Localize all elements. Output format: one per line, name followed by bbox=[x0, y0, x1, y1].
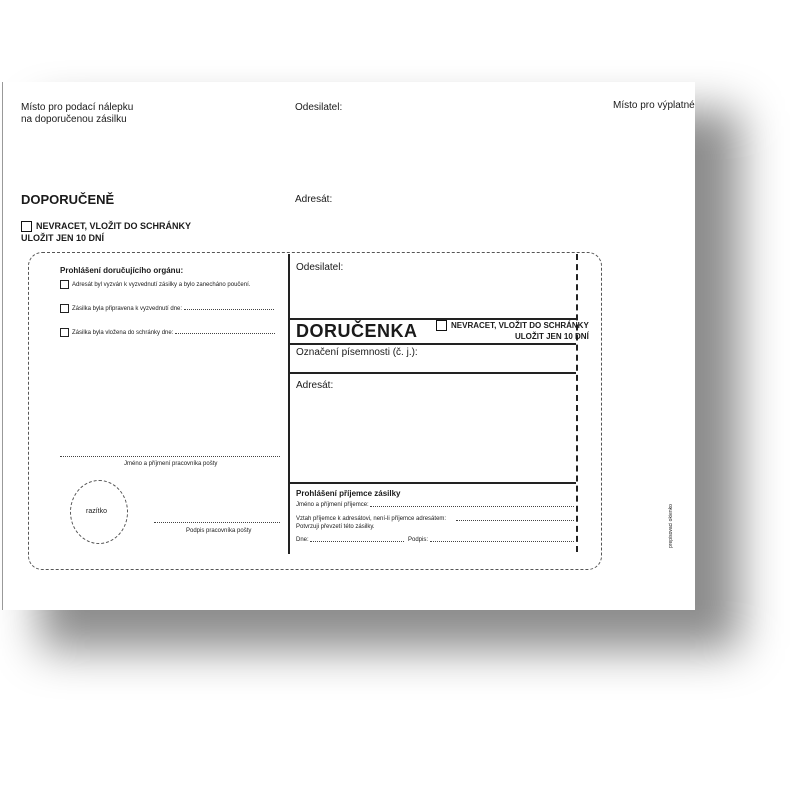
recipient-name-label: Jméno a příjmení příjemce: bbox=[296, 502, 369, 508]
postal-option-3[interactable] bbox=[60, 328, 282, 337]
receipt-store-days-text: ULOŽIT JEN 10 DNÍ bbox=[515, 332, 589, 342]
postman-name-caption: Jméno a příjmení pracovníka pošty bbox=[124, 461, 218, 467]
date-line[interactable] bbox=[310, 541, 404, 542]
postage-place-label: Místo pro výplatné bbox=[613, 100, 695, 111]
no-return-block bbox=[21, 220, 191, 244]
title-bottom-rule bbox=[290, 343, 576, 345]
receipt-divider bbox=[288, 254, 290, 554]
receipt-no-return-option[interactable] bbox=[436, 320, 589, 331]
relation-line[interactable] bbox=[456, 520, 574, 521]
sticker-place-line1: Místo pro podací nálepku bbox=[21, 102, 134, 113]
postal-option-3-text: Zásilka byla vložena do schránky dne: bbox=[72, 330, 174, 337]
date-label: Dne: bbox=[296, 537, 309, 543]
signature-label: Podpis: bbox=[408, 537, 429, 543]
receipt-no-return-text: NEVRACET, VLOŽIT DO SCHRÁNKY bbox=[451, 321, 589, 330]
postal-statement-heading: Prohlášení doručujícího orgánu: bbox=[60, 266, 184, 275]
addressee-bottom-rule bbox=[290, 482, 576, 484]
registered-label: DOPORUČENĚ bbox=[21, 192, 115, 207]
receipt-sender-label: Odesilatel: bbox=[296, 262, 344, 273]
receipt-addressee-label: Adresát: bbox=[296, 380, 334, 391]
checkbox-icon[interactable] bbox=[436, 320, 447, 331]
postman-name-line[interactable] bbox=[60, 456, 280, 457]
recipient-statement-heading: Prohlášení příjemce zásilky bbox=[296, 489, 401, 498]
checkbox-icon[interactable] bbox=[60, 280, 69, 289]
postman-signature-line[interactable] bbox=[154, 522, 280, 523]
checkbox-icon[interactable] bbox=[60, 304, 69, 313]
receipt-cut-line bbox=[576, 254, 578, 552]
no-return-text: NEVRACET, VLOŽIT DO SCHRÁNKY bbox=[36, 221, 192, 231]
recipient-name-line[interactable] bbox=[370, 506, 574, 507]
receipt-no-return-block bbox=[436, 320, 589, 342]
side-note: prepisovaci okienko bbox=[668, 504, 674, 548]
document-ref-label: Označení písemnosti (č. j.): bbox=[296, 347, 418, 358]
sender-label: Odesilatel: bbox=[295, 102, 343, 113]
date-line[interactable] bbox=[184, 309, 274, 310]
no-return-option[interactable] bbox=[21, 220, 191, 232]
addressee-label: Adresát: bbox=[295, 194, 333, 205]
postal-option-2-text: Zásilka byla připravena k vyzvednutí dne: bbox=[72, 306, 183, 313]
checkbox-icon[interactable] bbox=[60, 328, 69, 337]
postal-option-1-text: Adresát byl vyzván k vyzvednutí zásilky a bylo zanecháno poučení. bbox=[72, 282, 251, 289]
sticker-place-label bbox=[21, 102, 133, 126]
postal-option-2[interactable] bbox=[60, 304, 282, 313]
postman-signature-caption: Podpis pracovníka pošty bbox=[186, 528, 252, 534]
confirm-label: Potvrzuji převzetí této zásilky. bbox=[296, 524, 375, 530]
sticker-place-line2: na doporučenou zásilku bbox=[21, 114, 127, 125]
date-line[interactable] bbox=[175, 333, 275, 334]
receipt-title: DORUČENKA bbox=[296, 321, 418, 341]
relation-label: Vztah příjemce k adresátovi, není-li příjemce adresátem: bbox=[296, 516, 447, 522]
signature-line[interactable] bbox=[430, 541, 574, 542]
checkbox-icon[interactable] bbox=[21, 221, 32, 232]
store-days-text: ULOŽIT JEN 10 DNÍ bbox=[21, 233, 105, 244]
postal-option-1[interactable] bbox=[60, 280, 280, 289]
stamp-label: razítko bbox=[86, 508, 108, 515]
ref-bottom-rule bbox=[290, 372, 576, 374]
